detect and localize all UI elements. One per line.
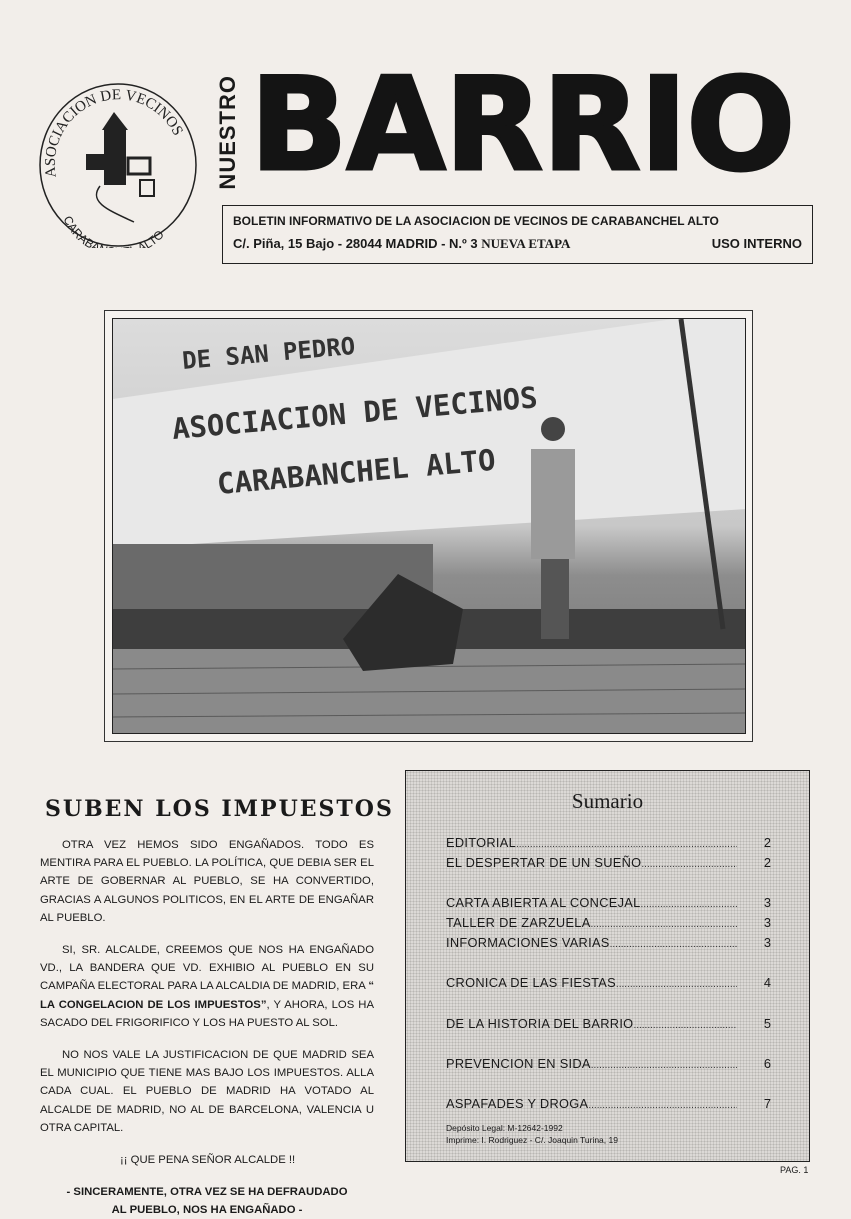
toc-page: 3 [763, 895, 771, 910]
table-of-contents [405, 770, 810, 1162]
toc-label: INFORMACIONES VARIAS [446, 935, 610, 950]
exclamation: ¡¡ QUE PENA SEÑOR ALCALDE !! [120, 1154, 296, 1167]
toc-label: DE LA HISTORIA DEL BARRIO [446, 1016, 634, 1031]
subtitle: BOLETIN INFORMATIVO DE LA ASOCIACION DE VECINOS DE CARABANCHEL ALTO [233, 214, 719, 228]
legal-deposit: Depósito Legal: M-12642-1992 [446, 1123, 563, 1133]
toc-entry [446, 855, 771, 870]
banner-line-2: ASOCIACION DE VECINOS [170, 380, 539, 446]
text: , Y AHORA, LOS HA SACADO DEL FRIGORIFICO Y LOS HA PUESTO AL SOL. [40, 998, 374, 1029]
paragraph: NO NOS VALE LA JUSTIFICACION DE QUE MADRID SEA EL MUNICIPIO QUE TIENE MAS BAJO LOS IMPUESTOS. ALLA CADA CUAL. EL PUEBLO DE MADRID HA VOTADO AL ALCALDE DE MADRID, NO AL DE BARCELONA, VALENCIA U OTRA CAPITAL. [40, 1049, 374, 1134]
toc-label: CRONICA DE LAS FIESTAS [446, 975, 616, 990]
toc-label: ASPAFADES Y DROGA [446, 1096, 589, 1111]
article-body [40, 836, 374, 1219]
toc-label: TALLER DE ZARZUELA [446, 915, 591, 930]
toc-page: 6 [763, 1056, 771, 1071]
toc-page: 4 [763, 975, 771, 990]
toc-page: 7 [763, 1096, 771, 1111]
toc-entry [446, 975, 771, 990]
printer-info: Imprime: I. Rodriguez - C/. Joaquin Turina, 19 [446, 1135, 618, 1145]
svg-text:CARABANCHEL ALTO [60, 214, 166, 248]
toc-page: 5 [763, 1016, 771, 1031]
toc-label: CARTA ABIERTA AL CONCEJAL [446, 895, 641, 910]
toc-entry [446, 1056, 771, 1071]
edition: NUEVA ETAPA [481, 236, 571, 251]
logo-text-bottom: CARABA ALTO [60, 213, 167, 248]
toc-entry [446, 1096, 771, 1111]
nuestro-label [212, 70, 244, 194]
toc-entry [446, 895, 771, 910]
masthead-subtitle-box [222, 205, 813, 264]
page-number: PAG. 1 [780, 1165, 809, 1175]
toc-label: PREVENCION EN SIDA [446, 1056, 591, 1071]
toc-label: EDITORIAL [446, 835, 517, 850]
emphasis: “ LA CONGELACION DE LOS IMPUESTOS” [40, 980, 374, 1011]
association-logo [38, 82, 198, 248]
cover-photo [112, 318, 746, 734]
banner-line-3: CARABANCHEL ALTO [215, 442, 497, 501]
toc-entry [446, 915, 771, 930]
nuestro-text: NUESTRO [215, 74, 240, 190]
toc-entry [446, 1016, 771, 1031]
toc-page: 3 [763, 915, 771, 930]
toc-title: Sumario [571, 789, 644, 813]
article-title: SUBEN LOS IMPUESTOS [45, 796, 394, 822]
toc-page: 2 [763, 855, 771, 870]
banner-line-1: DE SAN PEDRO [181, 331, 357, 375]
church-tower-icon [86, 112, 154, 196]
toc-entry [446, 935, 771, 950]
closing-line: - SINCERAMENTE, OTRA VEZ SE HA DEFRAUDADO [66, 1186, 348, 1199]
toc-label: EL DESPERTAR DE UN SUEÑO [446, 855, 642, 870]
paragraph [40, 941, 374, 1032]
text: SI, SR. ALCALDE, CREEMOS QUE NOS HA ENGAÑADO VD., LA BANDERA QUE VD. EXHIBIO AL PUEBLO EN SU CAMPAÑA ELECTORAL PARA LA ALCALDIA DE MADRID, ERA [40, 944, 374, 993]
address: C/. Piña, 15 Bajo - 28044 MADRID - N.º 3 [233, 236, 478, 251]
clown-figure [531, 417, 575, 639]
closing-line: AL PUEBLO, NOS HA ENGAÑADO - [111, 1204, 303, 1217]
toc-entry [446, 835, 771, 850]
toc-page: 2 [763, 835, 771, 850]
toc-page: 3 [763, 935, 771, 950]
usage-note: USO INTERNO [711, 236, 802, 251]
logo-text-top: ASOCIACION DE VECINOS [42, 87, 186, 179]
paragraph: OTRA VEZ HEMOS SIDO ENGAÑADOS. TODO ES MENTIRA PARA EL PUEBLO. LA POLÍTICA, QUE DEBIA SER EL ARTE DE GOBERNAR AL PUEBLO, SE HA CONVERTIDO, GRACIAS A ALGUNOS POLITICOS, EN EL ARTE DE ENGAÑAR AL PUEBLO. [40, 839, 374, 924]
masthead-title: BARRIO [250, 51, 795, 200]
